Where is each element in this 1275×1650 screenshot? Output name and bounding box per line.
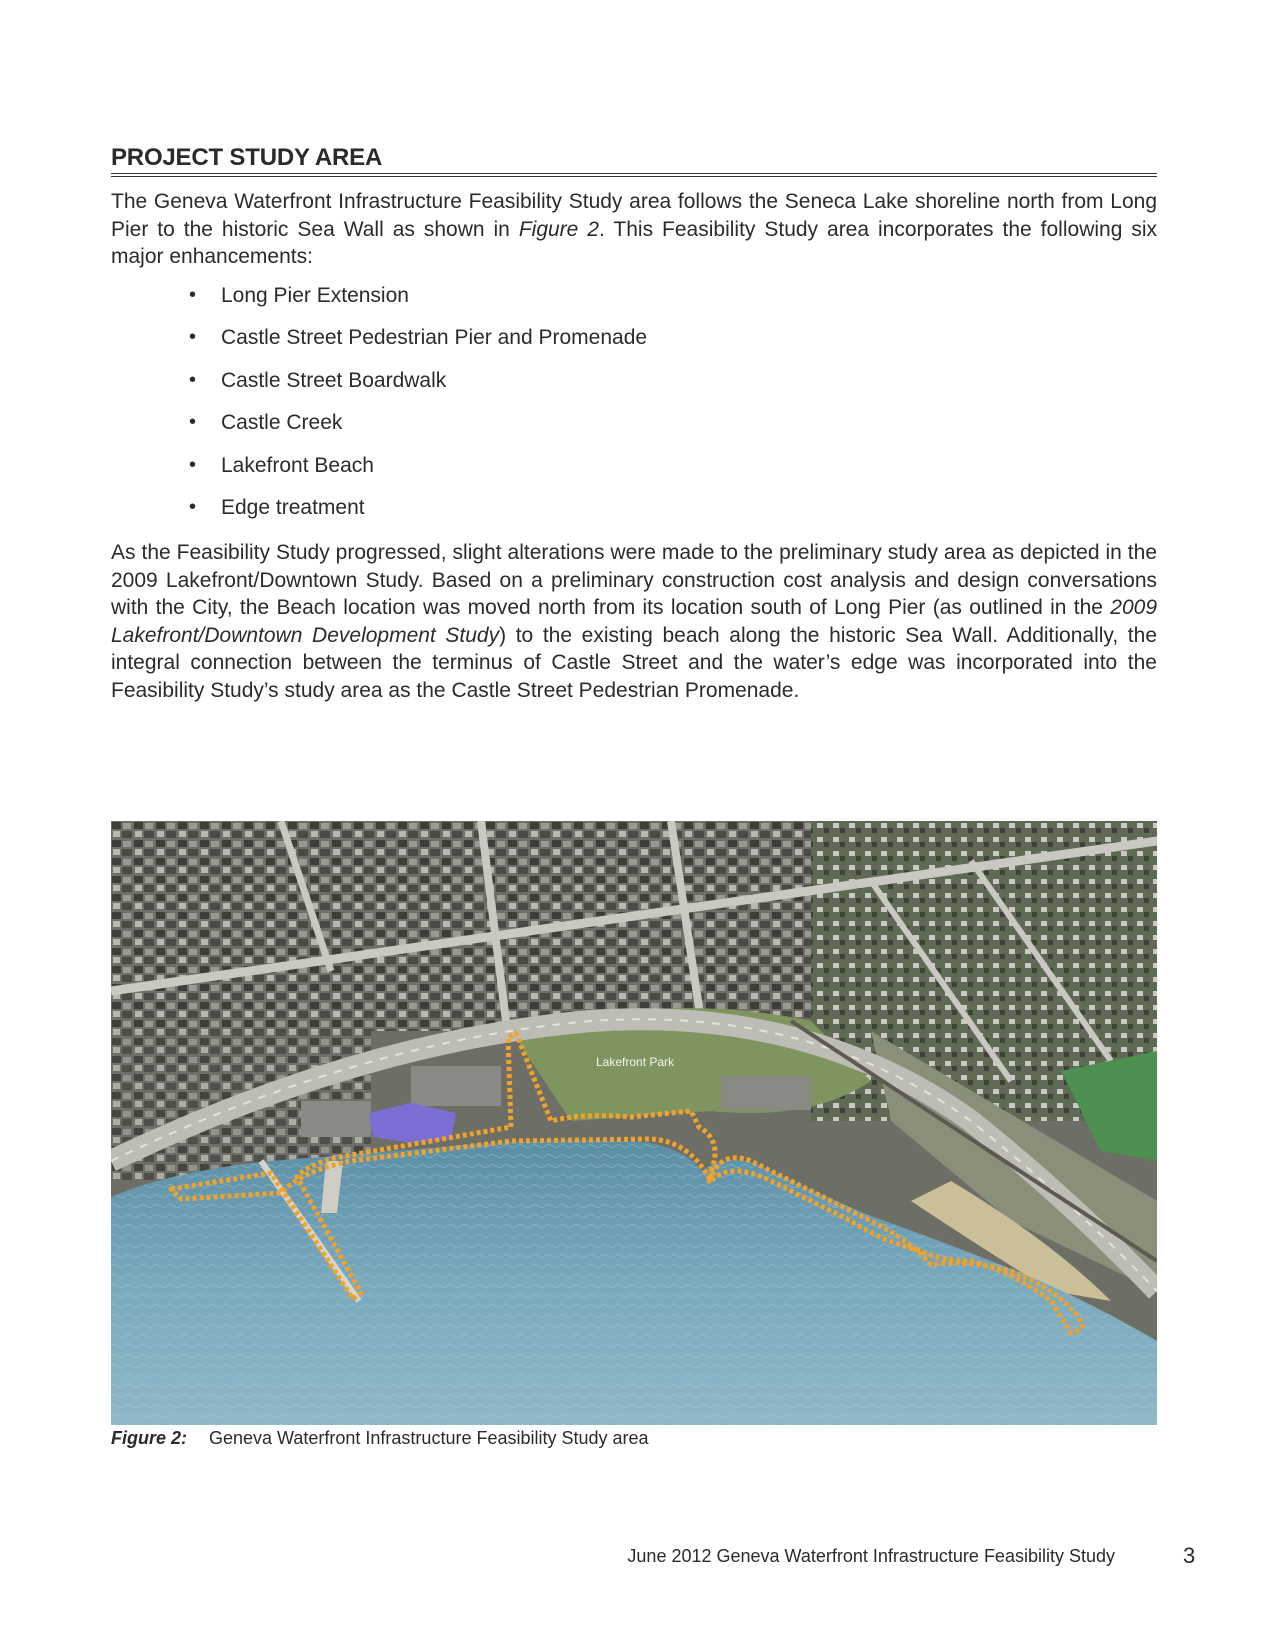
enhancements-list [189, 282, 647, 536]
list-item: • Long Pier Extension [189, 282, 647, 324]
intro-text-2: . This Feasibility Study area incorporates the following six major enhancements: [111, 217, 1158, 268]
aerial-map-figure [111, 821, 1157, 1425]
lakefront-park-label: Lakefront Park [596, 1055, 675, 1069]
caption-text: Geneva Waterfront Infrastructure Feasibility Study area [209, 1428, 649, 1448]
list-item: • Edge treatment [189, 494, 647, 536]
list-item: • Castle Street Pedestrian Pier and Promenade [189, 324, 647, 366]
heading-rule [111, 176, 1157, 177]
progress-paragraph [111, 539, 1157, 704]
footer-text: June 2012 Geneva Waterfront Infrastructure Feasibility Study [627, 1546, 1115, 1566]
page-number: 3 [1183, 1543, 1196, 1568]
list-item: • Lakefront Beach [189, 452, 647, 494]
caption-label: Figure 2: [111, 1428, 188, 1448]
progress-text-1: As the Feasibility Study progressed, slight alterations were made to the preliminary study area as depicted in the 2009 Lakefront/Downtown Study. Based on a preliminary construction cost analysis and design conversations with the City, the Beach location was moved north from its location south of Long Pier (as outlined in the [111, 541, 1157, 619]
parking-lot [721, 1076, 811, 1110]
downtown-blocks [111, 821, 811, 1031]
figure-caption [111, 1428, 649, 1449]
section-heading: PROJECT STUDY AREA [111, 144, 1157, 174]
list-item: • Castle Creek [189, 409, 647, 451]
list-item: • Castle Street Boardwalk [189, 367, 647, 409]
aerial-map [111, 821, 1157, 1425]
intro-paragraph [111, 188, 1157, 271]
progress-text-2: ) to the existing beach along the historic Sea Wall. Additionally, the integral connection between the terminus of Castle Street and the water’s edge was incorporated into the Feasibility Study’s study area as the Castle Street Pedestrian Promenade. [111, 623, 1158, 702]
parking-lot [301, 1101, 371, 1137]
parking-lot [411, 1066, 501, 1106]
intro-text-1: The Geneva Waterfront Infrastructure Feasibility Study area follows the Seneca Lake shoreline north from Long Pier to the historic Sea Wall as shown in [111, 190, 1157, 241]
figure-reference: Figure 2 [518, 217, 599, 241]
study-title: 2009 Lakefront/Downtown Development Study [111, 596, 1157, 647]
